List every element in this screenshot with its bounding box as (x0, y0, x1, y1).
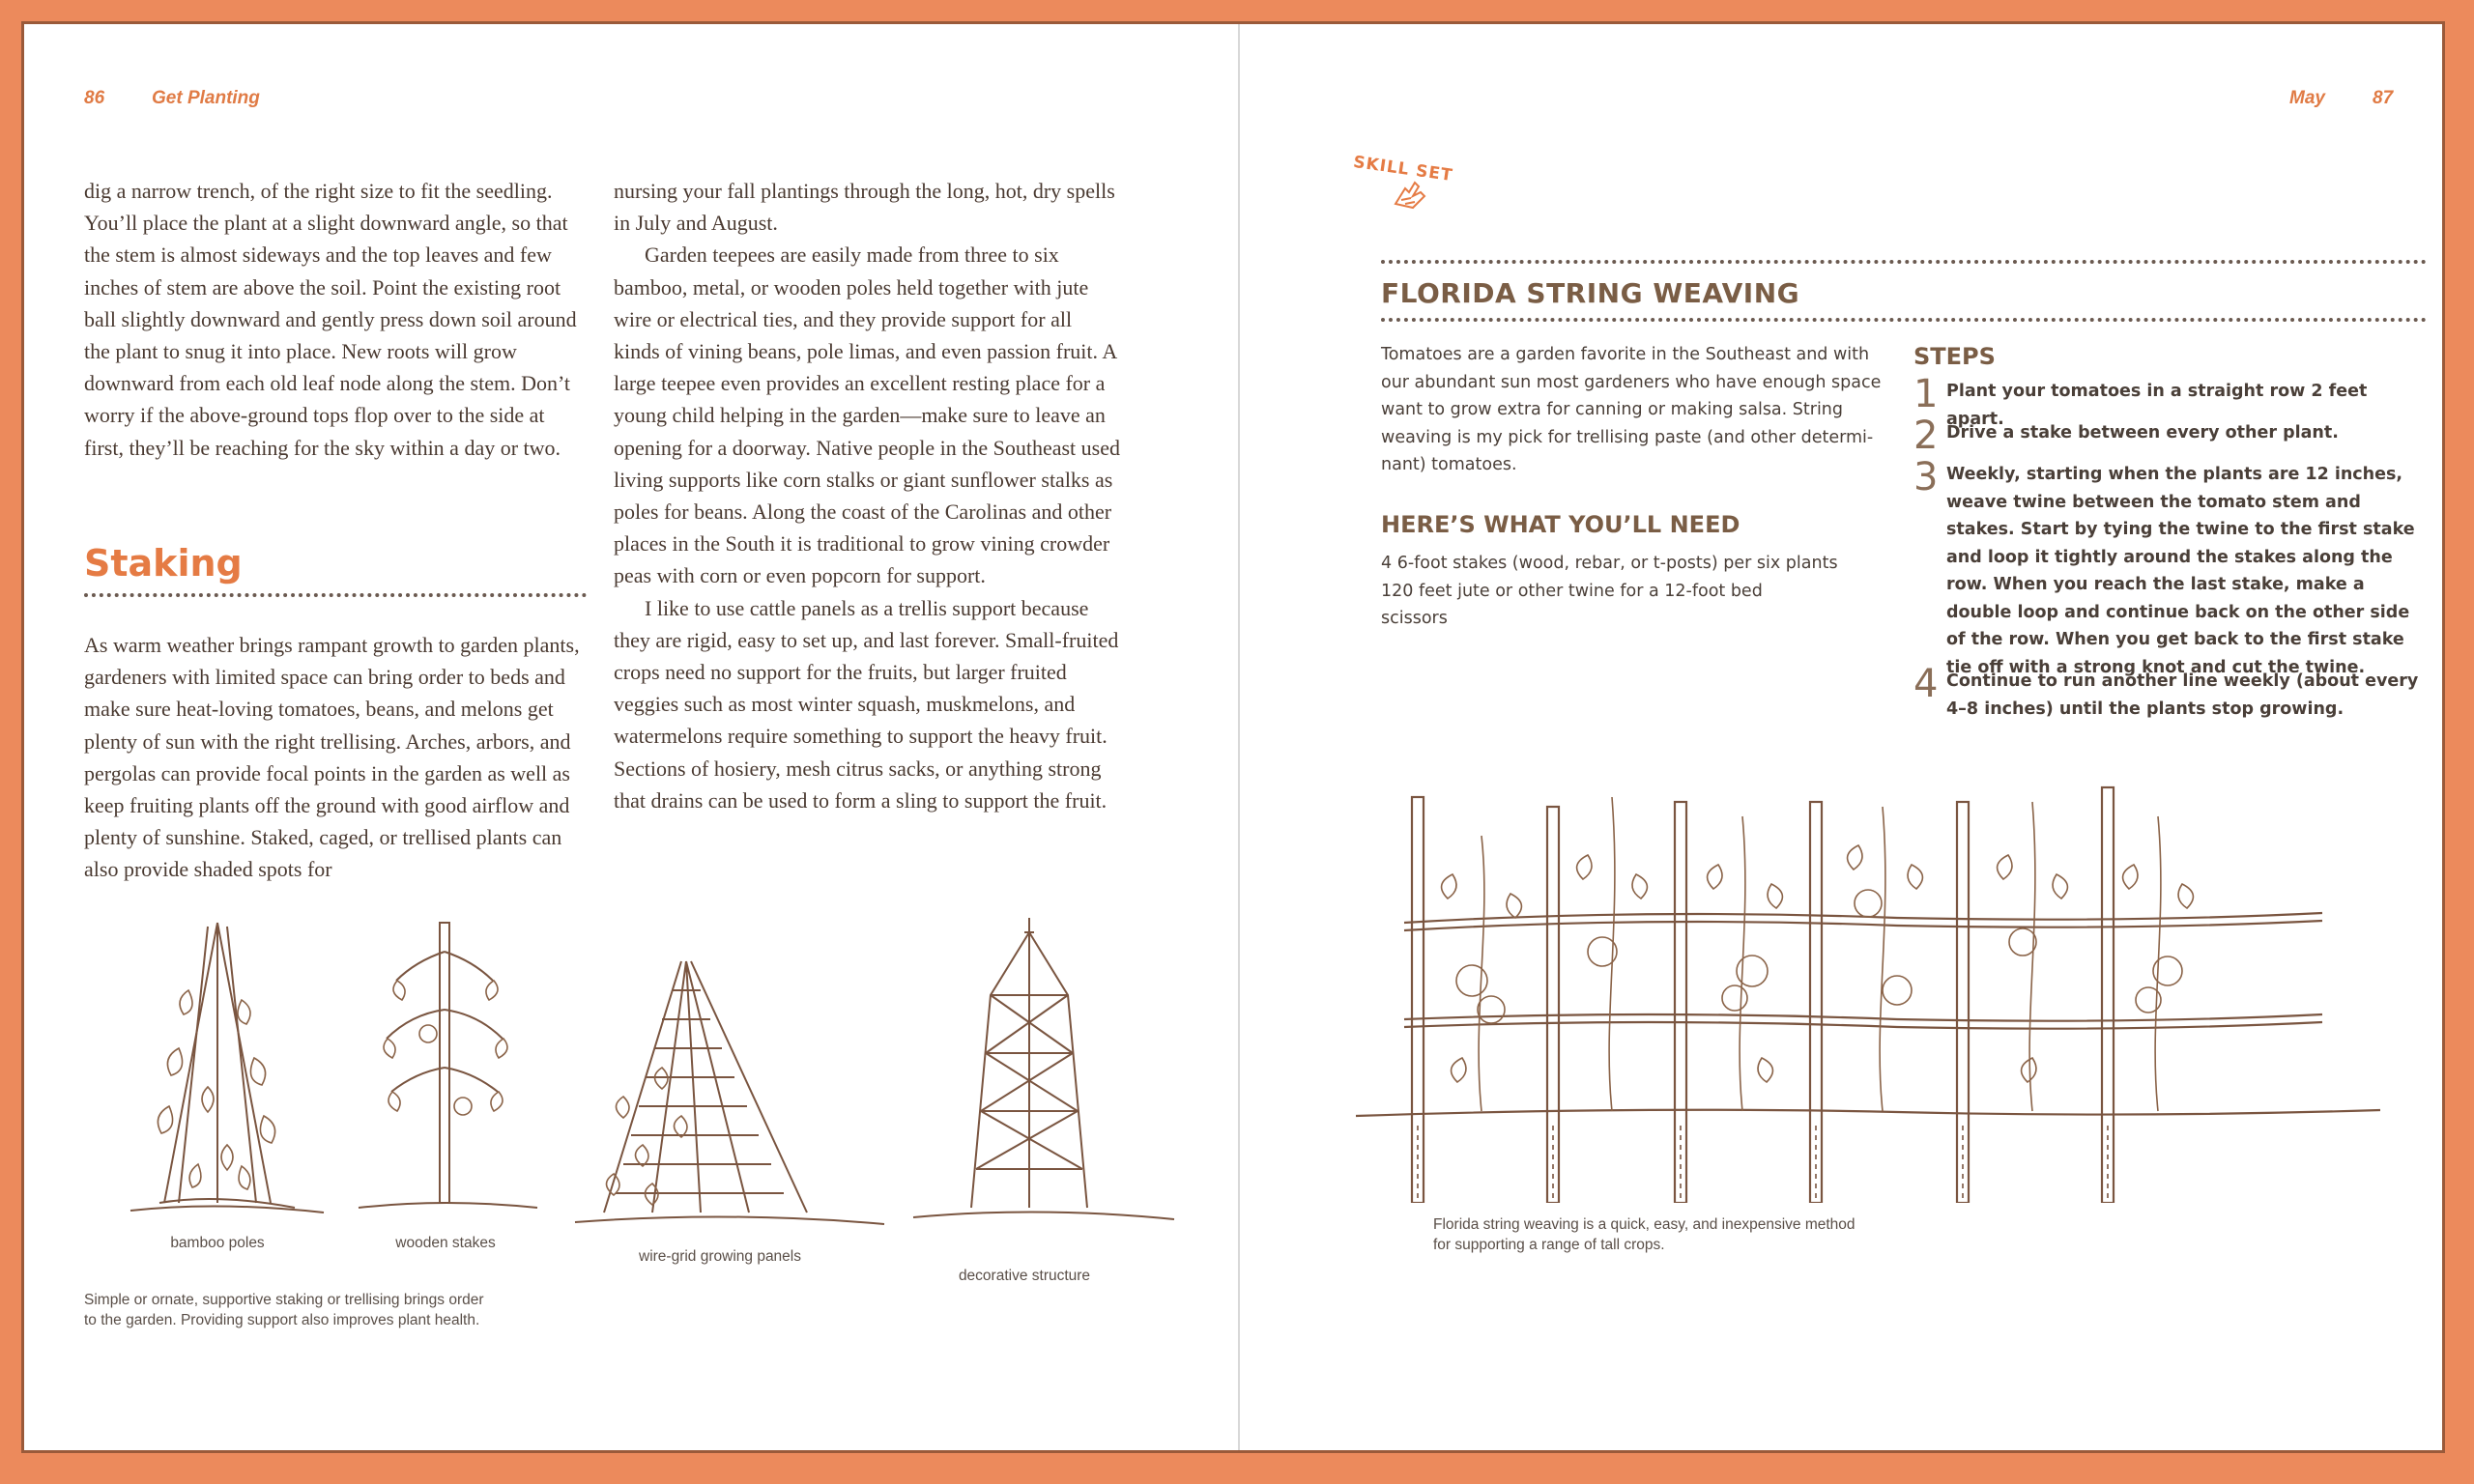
gloved-hands-icon (1392, 179, 1430, 212)
illustration-label: wooden stakes (395, 1235, 496, 1251)
string-weaving-illustration (1356, 778, 2474, 1203)
book-spread (21, 21, 2445, 1453)
column-1-text (84, 175, 587, 464)
page-number: 87 (2373, 88, 2394, 108)
body-paragraph: dig a narrow trench, of the right size to fit the seedling. You’ll place the plant at a slight downward angle, so that the stem is almost sideways and the top leaves and few inches of stem are above the soil. Point the existing root ball slightly downward and gently press down soil around the plant to snug it into place. New roots will grow downward from each old leaf node along the stem. Don’t worry if the above-ground tops flop over to the side at first, they’ll be reaching for the sky within a day or two. (84, 179, 577, 460)
column-2-text (614, 175, 1122, 816)
wire-grid-illustration (565, 952, 894, 1241)
section-heading: FLORIDA STRING WEAVING (1381, 277, 1800, 309)
needs-item: 4 6-foot stakes (wood, rebar, or t-posts) per six plants (1381, 554, 1838, 573)
skill-set-label: SKILL SET (1352, 152, 1454, 186)
caption-line: to the garden. Providing support also improves plant health. (84, 1312, 480, 1328)
illustration-label: bamboo poles (170, 1235, 265, 1251)
step-text: Weekly, starting when the plants are 12 inches, weave twine between the tomato stem and stakes. Start by tying the twine to the first stake and loop it tightly around the stakes along the row. When you reach the last stake, make a double loop and continue back on the other side of the row. When you get back to the first stake tie off with a strong knot and cut the twine. (1946, 465, 2415, 677)
dotted-rule (1381, 260, 2427, 264)
illustration-label: decorative structure (958, 1268, 1091, 1284)
step-number: 1 (1913, 372, 1939, 416)
dotted-rule (84, 593, 587, 597)
running-head-month: May (2289, 88, 2325, 108)
right-page (1240, 24, 2448, 1450)
needs-heading: HERE’S WHAT YOU’LL NEED (1381, 511, 1740, 538)
step-number: 3 (1913, 455, 1939, 499)
left-page (24, 24, 1238, 1450)
step-number: 4 (1913, 662, 1939, 706)
step-number: 2 (1913, 414, 1939, 458)
intro-paragraph: Tomatoes are a garden favorite in the Southeast and with our abundant sun most gardeners who have enough space want to grow extra for canning or making salsa. String weaving is my pick for trellising paste (and other determi-nant) tomatoes. (1381, 345, 1882, 474)
body-paragraph: nursing your fall plantings through the long, hot, dry spells in July and August. (614, 179, 1115, 236)
figure-caption (1433, 1214, 1936, 1255)
staking-text (84, 629, 592, 886)
page-number: 86 (84, 88, 105, 108)
dotted-rule (1381, 318, 2427, 322)
figure-caption (84, 1290, 664, 1330)
body-paragraph: As warm weather brings rampant growth to garden plants, gardeners with limited space can bring order to beds and make sure heat-loving tomatoes, beans, and melons get plenty of sun with the right trellising. Arches, arbors, and pergolas can provide focal points in the garden as well as keep fruiting plants off the ground with good airflow and plenty of sunshine. Staked, caged, or trellised plants can also provide shaded spots for (84, 633, 580, 882)
section-heading-staking: Staking (84, 542, 243, 585)
wooden-stakes-illustration (349, 913, 542, 1222)
running-head: Get Planting (152, 88, 260, 108)
caption-line: Florida string weaving is a quick, easy, and inexpensive method (1433, 1216, 1856, 1233)
body-paragraph: I like to use cattle panels as a trellis support because they are rigid, easy to set up, and last forever. Small-fruited crops need no support for the fruits, but larger fruited veggies such as most winter squash, muskmelons, and watermelons require something to support the heavy fruit. Sections of hosiery, mesh citrus sacks, or anything strong that drains can be used to form a sling to support the fruit. (614, 595, 1119, 813)
caption-line: Simple or ornate, supportive staking or trellising brings order (84, 1292, 484, 1308)
decorative-structure-illustration (894, 908, 1184, 1256)
steps-heading: STEPS (1913, 343, 1996, 370)
step-text: Drive a stake between every other plant. (1946, 423, 2339, 442)
needs-item: 120 feet jute or other twine for a 12-foot bed (1381, 581, 1763, 601)
step-text: Continue to run another line weekly (about every 4–8 inches) until the plants stop growing. (1946, 671, 2419, 719)
illustration-label: wire-grid growing panels (639, 1248, 801, 1265)
needs-list (1381, 550, 1884, 633)
body-paragraph: Garden teepees are easily made from three to six bamboo, metal, or wooden poles held together with jute wire or electrical ties, and they provide support for all kinds of vining beans, pole limas, and even passion fruit. A large teepee even provides an excellent resting place for a young child helping in the garden—make sure to leave an opening for a doorway. Native people in the Southeast used living supports like corn stalks or giant sunflower stalks as poles for beans. Along the coast of the Carolinas and other places in the South it is traditional to grow vining crowder peas with corn or even popcorn for support. (614, 243, 1120, 588)
bamboo-poles-illustration (72, 913, 362, 1222)
needs-item: scissors (1381, 609, 1448, 628)
skill-set-badge (1352, 152, 1454, 186)
caption-line: for supporting a range of tall crops. (1433, 1237, 1665, 1253)
step-text: Plant your tomatoes in a straight row 2 feet apart. (1946, 382, 2368, 429)
